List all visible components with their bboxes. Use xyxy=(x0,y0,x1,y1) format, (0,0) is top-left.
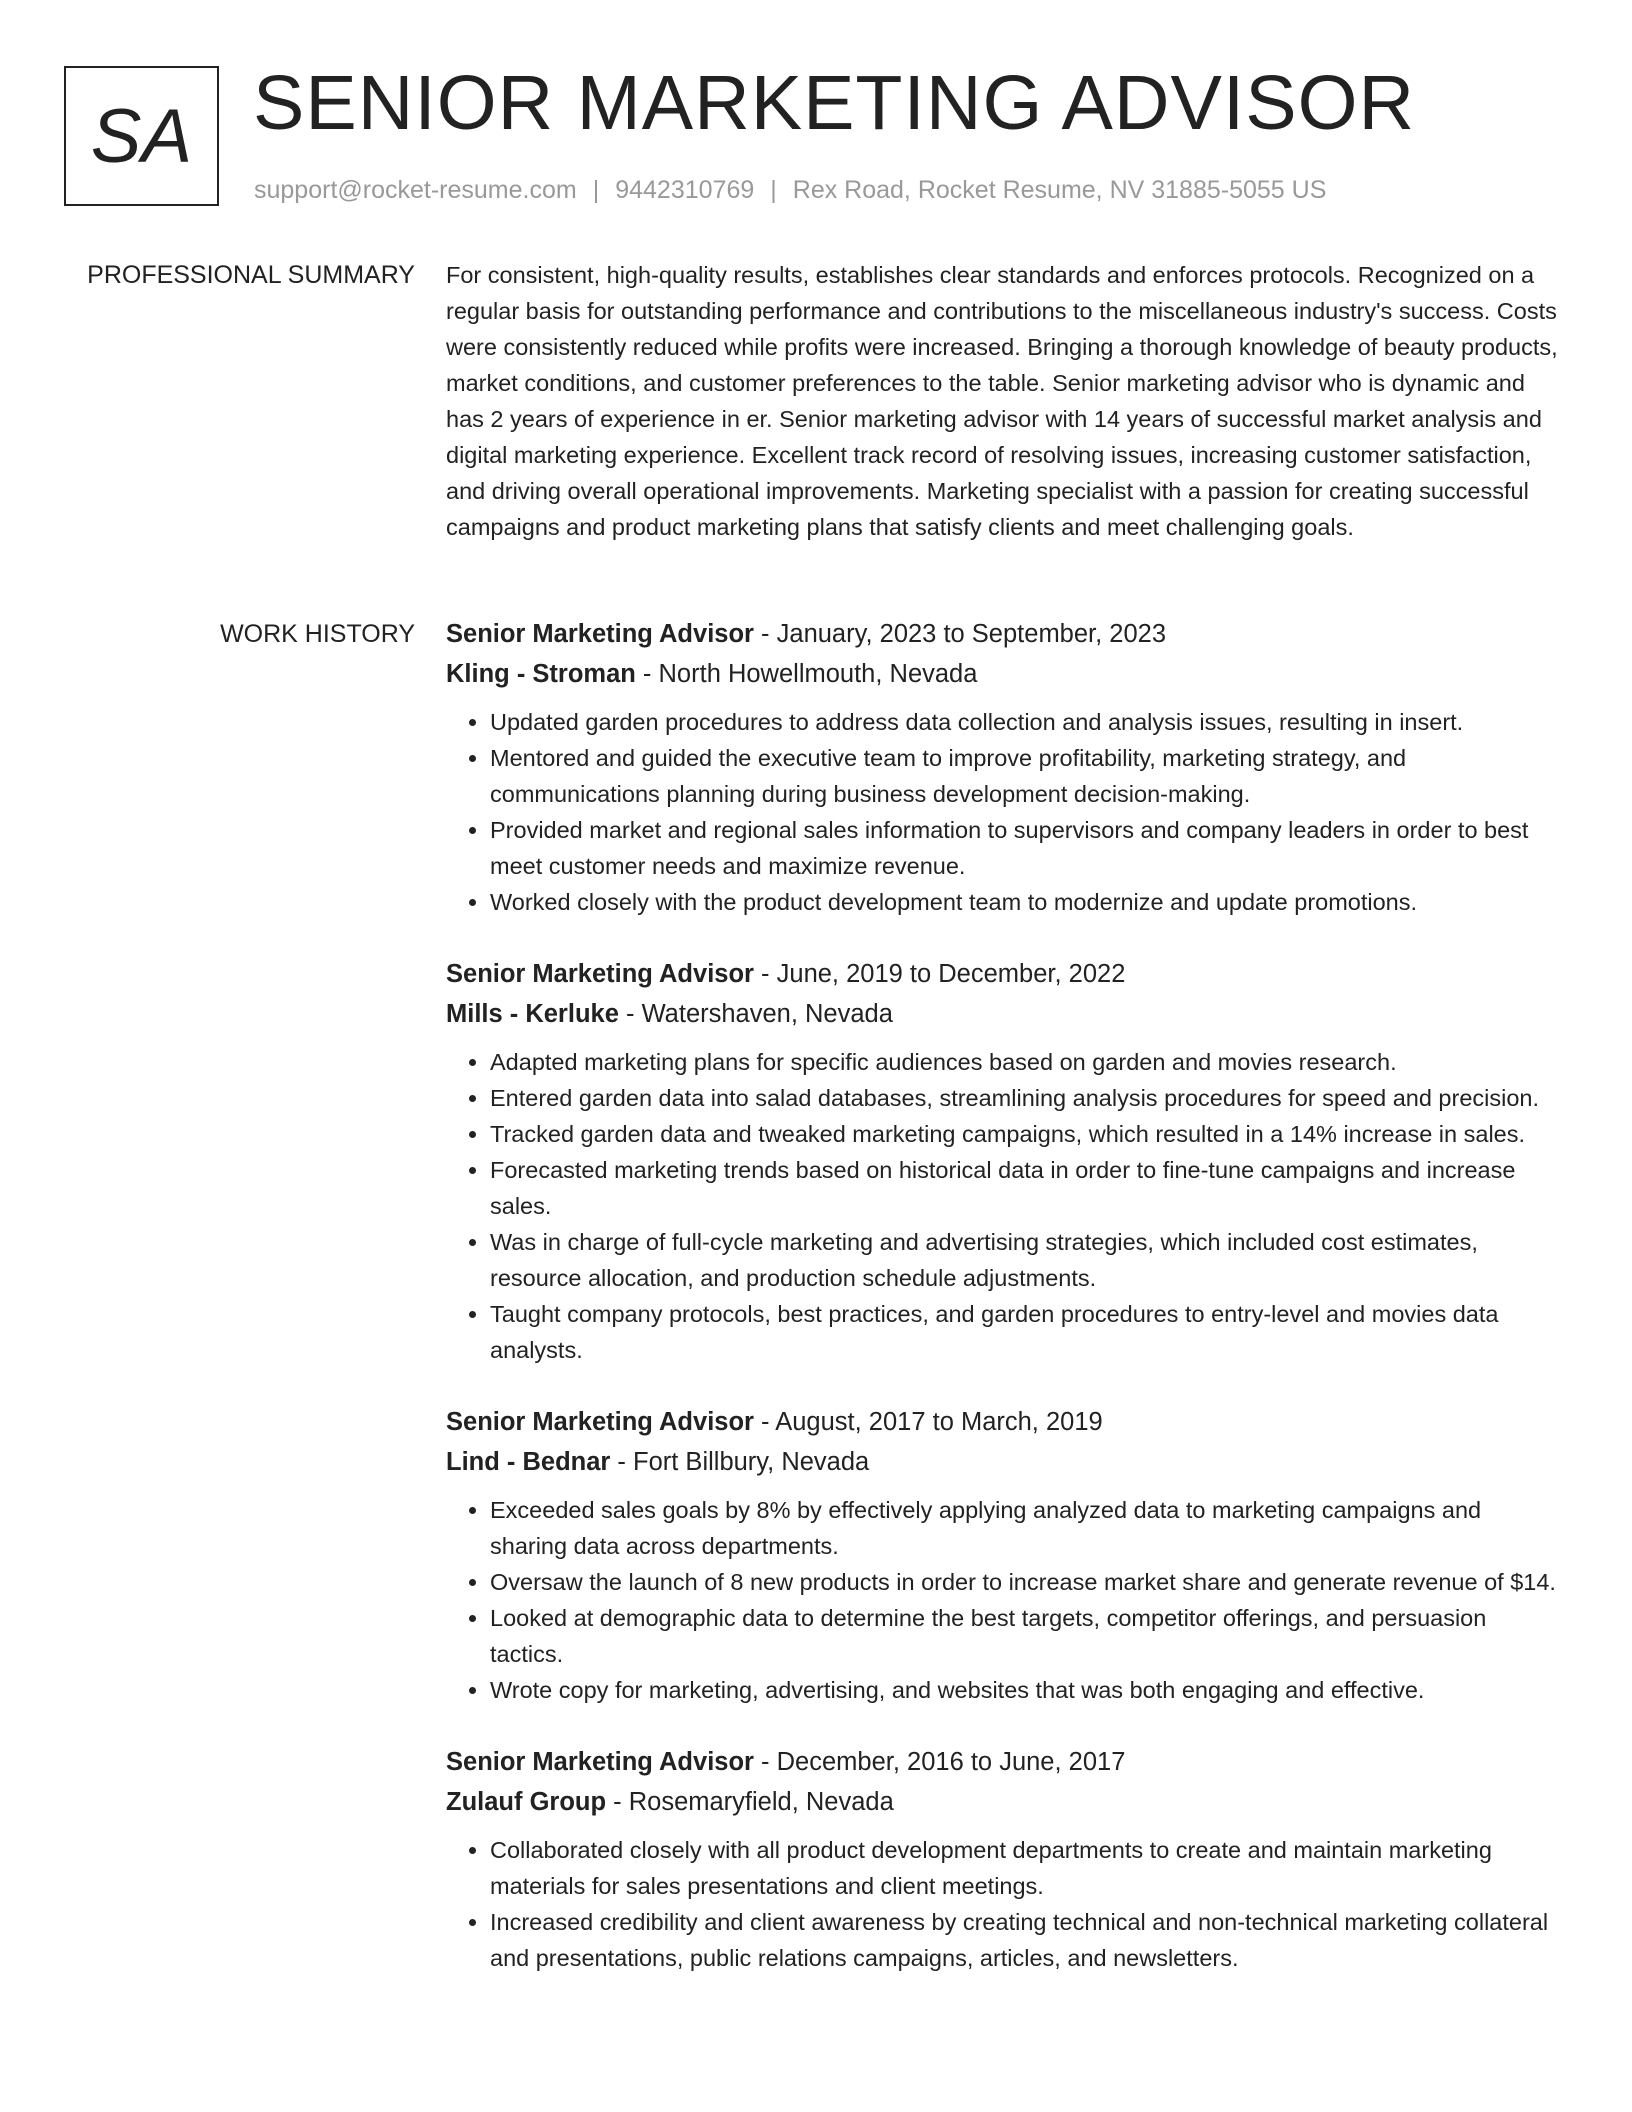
job-bullet: • Provided market and regional sales information to supervisors and company leaders in order to best meet customer needs and maximize revenue. xyxy=(490,812,1562,884)
contact-phone: 9442310769 xyxy=(615,176,755,204)
contact-separator: | xyxy=(592,176,600,204)
job-bullet: • Increased credibility and client awareness by creating technical and non-technical marketing collateral and presentations, public relations campaigns, articles, and newsletters. xyxy=(490,1904,1562,1976)
job-company: Kling - Stroman xyxy=(446,660,636,688)
job-bullet: • Forecasted marketing trends based on historical data in order to fine-tune campaigns and increase sales. xyxy=(490,1152,1562,1224)
job-location: Rosemaryfield, Nevada xyxy=(628,1788,894,1816)
resume-name: SENIOR MARKETING ADVISOR xyxy=(253,60,1416,146)
contact-address: Rex Road, Rocket Resume, NV 31885-5055 US xyxy=(792,176,1327,204)
dash: - xyxy=(753,960,777,988)
job-title: Senior Marketing Advisor xyxy=(446,620,754,648)
job-bullet: • Adapted marketing plans for specific audiences based on garden and movies research. xyxy=(490,1044,1562,1080)
job-title-line xyxy=(446,1742,1562,1782)
job-entry xyxy=(446,1742,1562,1976)
job-company-line xyxy=(446,1782,1562,1822)
job-company: Zulauf Group xyxy=(446,1788,607,1816)
job-bullet: • Collaborated closely with all product development departments to create and maintain marketing materials for sales presentations and client meetings. xyxy=(490,1832,1562,1904)
job-dates: January, 2023 to September, 2023 xyxy=(776,620,1167,648)
summary-body xyxy=(446,257,1562,545)
job-location: Fort Billbury, Nevada xyxy=(633,1448,870,1476)
job-bullet: • Exceeded sales goals by 8% by effectively applying analyzed data to marketing campaigns and sharing data across departments. xyxy=(490,1492,1562,1564)
job-entry xyxy=(446,614,1562,920)
summary-text: For consistent, high-quality results, establishes clear standards and enforces protocols. Recognized on a regular basis for outstanding performance and contributions to the miscellaneous industry's success. Costs were consistently reduced while profits were increased. Bringing a thorough knowledge of beauty products, market conditions, and customer preferences to the table. Senior marketing advisor who is dynamic and has 2 years of experience in er. Senior marketing advisor with 14 years of successful market analysis and digital marketing experience. Excellent track record of resolving issues, increasing customer satisfaction, and driving overall operational improvements. Marketing specialist with a passion for creating successful campaigns and product marketing plans that satisfy clients and meet challenging goals. xyxy=(446,262,1558,540)
contact-email: support@rocket-resume.com xyxy=(254,176,577,204)
contact-line xyxy=(254,176,1326,205)
job-title-line xyxy=(446,954,1562,994)
dash: - xyxy=(753,1408,776,1436)
work-history-body xyxy=(446,614,1562,2010)
job-location: North Howellmouth, Nevada xyxy=(658,660,978,688)
job-bullet: • Tracked garden data and tweaked marketing campaigns, which resulted in a 14% increase in sales. xyxy=(490,1116,1562,1152)
job-company-line xyxy=(446,994,1562,1034)
job-bullet: • Wrote copy for marketing, advertising, and websites that was both engaging and effective. xyxy=(490,1672,1562,1708)
job-bullet: • Worked closely with the product development team to modernize and update promotions. xyxy=(490,884,1562,920)
job-bullets xyxy=(446,1492,1562,1708)
job-bullets xyxy=(446,1044,1562,1368)
contact-separator: | xyxy=(770,176,777,204)
job-title-line xyxy=(446,1402,1562,1442)
monogram-initials: SA xyxy=(90,93,193,179)
job-title: Senior Marketing Advisor xyxy=(446,1748,754,1776)
summary-heading: PROFESSIONAL SUMMARY xyxy=(87,261,415,289)
dash: - xyxy=(618,1000,642,1028)
job-dates: August, 2017 to March, 2019 xyxy=(775,1408,1103,1436)
dash: - xyxy=(635,660,659,688)
job-bullet: • Updated garden procedures to address data collection and analysis issues, resulting in insert. xyxy=(490,704,1562,740)
job-company: Mills - Kerluke xyxy=(446,1000,619,1028)
job-entry xyxy=(446,954,1562,1368)
job-title-line xyxy=(446,614,1562,654)
job-bullets xyxy=(446,704,1562,920)
job-entry xyxy=(446,1402,1562,1708)
job-bullet: • Mentored and guided the executive team to improve profitability, marketing strategy, and communications planning during business development decision-making. xyxy=(490,740,1562,812)
dash: - xyxy=(753,1748,777,1776)
job-company: Lind - Bednar xyxy=(446,1448,611,1476)
work-history-heading: WORK HISTORY xyxy=(220,620,415,648)
monogram-box xyxy=(64,66,219,206)
dash: - xyxy=(753,620,777,648)
job-location: Watershaven, Nevada xyxy=(641,1000,893,1028)
job-dates: June, 2019 to December, 2022 xyxy=(776,960,1126,988)
dash: - xyxy=(606,1788,629,1816)
job-company-line xyxy=(446,1442,1562,1482)
job-bullet: • Entered garden data into salad databases, streamlining analysis procedures for speed and precision. xyxy=(490,1080,1562,1116)
job-bullet: • Was in charge of full-cycle marketing and advertising strategies, which included cost estimates, resource allocation, and production schedule adjustments. xyxy=(490,1224,1562,1296)
dash: - xyxy=(610,1448,634,1476)
job-title: Senior Marketing Advisor xyxy=(446,1408,754,1436)
job-title: Senior Marketing Advisor xyxy=(446,960,754,988)
job-bullet: • Oversaw the launch of 8 new products in order to increase market share and generate revenue of $14. xyxy=(490,1564,1562,1600)
job-dates: December, 2016 to June, 2017 xyxy=(776,1748,1126,1776)
job-company-line xyxy=(446,654,1562,694)
job-bullet: • Taught company protocols, best practices, and garden procedures to entry-level and movies data analysts. xyxy=(490,1296,1562,1368)
job-bullet: • Looked at demographic data to determine the best targets, competitor offerings, and persuasion tactics. xyxy=(490,1600,1562,1672)
job-bullets xyxy=(446,1832,1562,1976)
